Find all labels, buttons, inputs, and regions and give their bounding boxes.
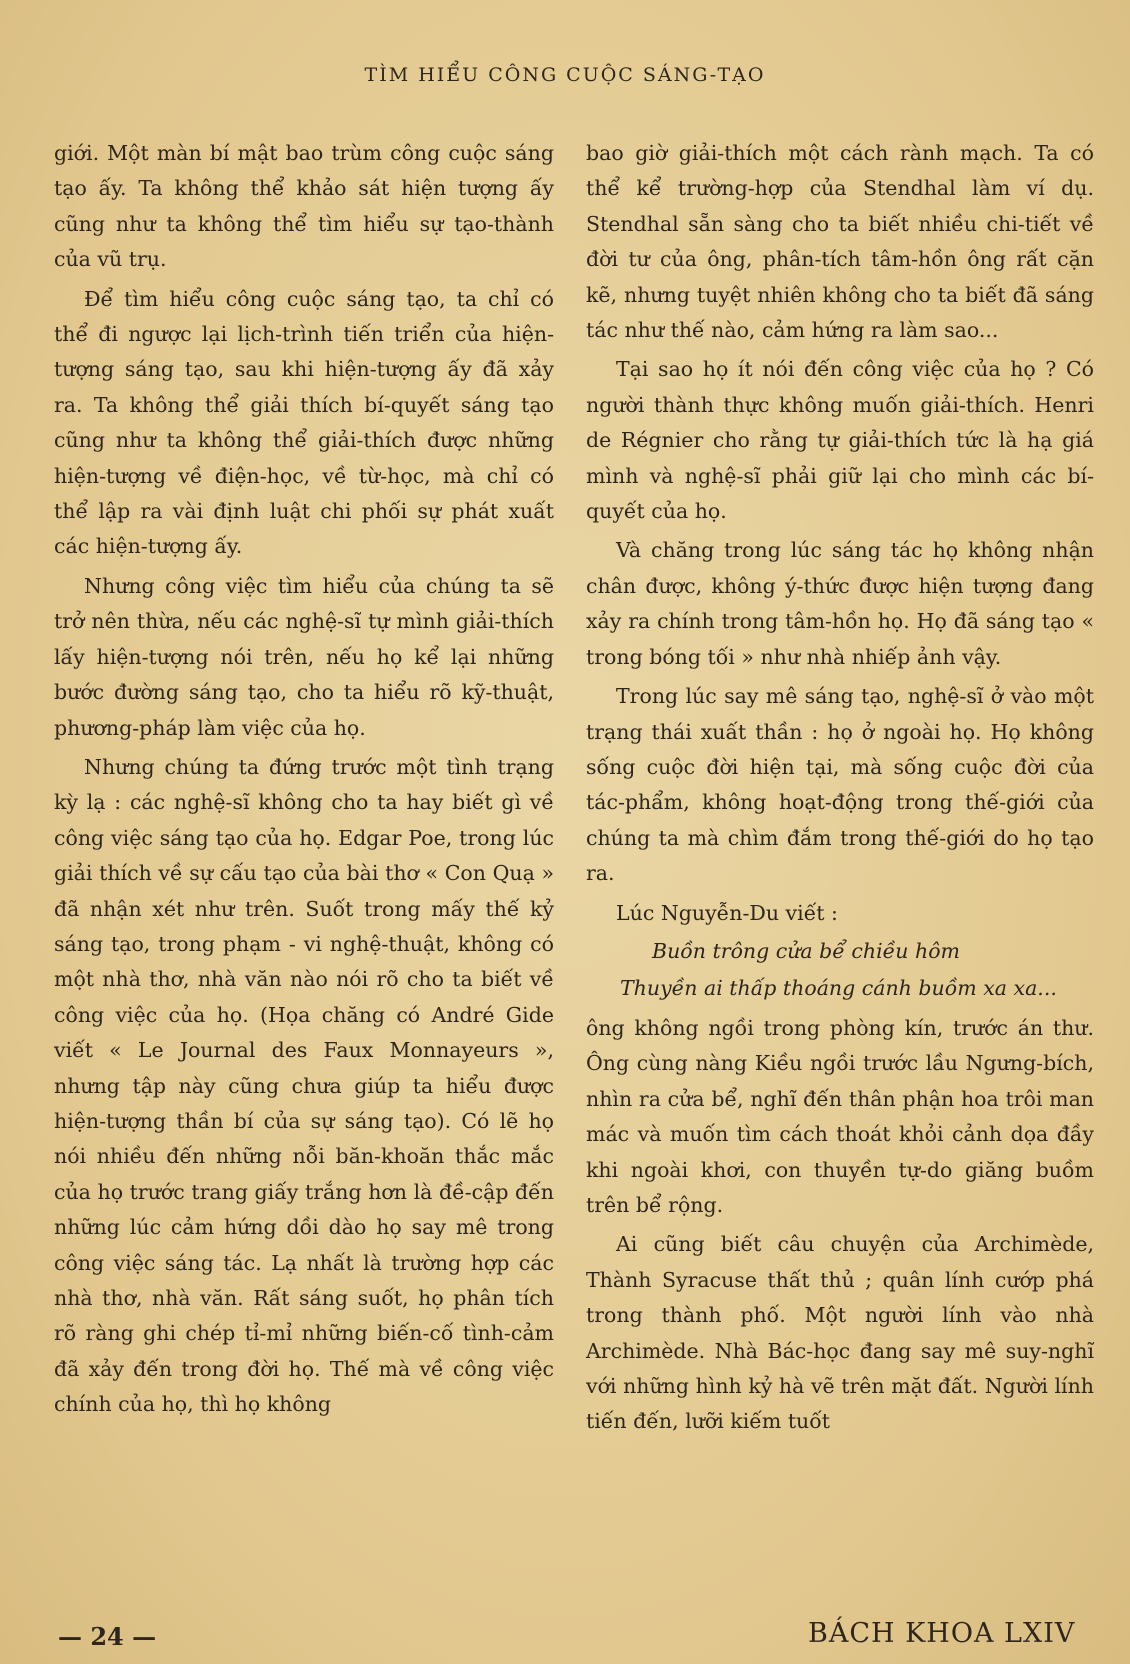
- paragraph: Trong lúc say mê sáng tạo, nghệ-sĩ ở vào một trạng thái xuất thần : họ ở ngoài họ. Họ không sống cuộc đời hiện tại, mà sống cuộc đời của tác-phẩm, không hoạt-động trong thế-giới của chúng ta mà chìm đắm trong thế-giới do họ tạo ra.: [586, 684, 1094, 886]
- paragraph: Ai cũng biết câu chuyện của Archimède, Thành Syracuse thất thủ ; quân lính cướp phá trong thành phố. Một người lính vào nhà Archimède. Nhà Bác-học đang say mê suy-nghĩ với những hình kỷ hà vẽ trên mặt đất. Người lính tiến đến, lưỡi kiếm tuốt: [586, 1232, 1094, 1434]
- running-head: TÌM HIỂU CÔNG CUỘC SÁNG-TẠO: [364, 64, 766, 86]
- verse-line: Buồn trông cửa bể chiều hôm: [652, 938, 960, 963]
- paragraph: Tại sao họ ít nói đến công việc của họ ? Có người thành thực không muốn giải-thích. Henri de Régnier cho rằng tự giải-thích tức là hạ giá mình và nghệ-sĩ phải giữ lại cho mình các bí-quyết của họ.: [586, 357, 1094, 524]
- left-column: [54, 136, 554, 1423]
- right-column: [586, 136, 1094, 1440]
- page-number: — 24 —: [58, 1622, 157, 1651]
- paragraph: Lúc Nguyễn-Du viết :: [616, 900, 838, 925]
- verse-quote: [586, 933, 1094, 1007]
- paragraph: Nhưng chúng ta đứng trước một tình trạng kỳ lạ : các nghệ-sĩ không cho ta hay biết gì về công việc sáng tạo của họ. Edgar Poe, trong lúc giải thích về sự cấu tạo của bài thơ « Con Quạ » đã nhận xét như trên. Suốt trong mấy thế kỷ sáng tạo, trong phạm - vi nghệ-thuật, không có một nhà thơ, nhà văn nào nói rõ cho ta biết về công việc của họ. (Họa chăng có André Gide viết « Le Journal des Faux Monnayeurs », nhưng tập này cũng chưa giúp ta hiểu được hiện-tượng thần bí của sự sáng tạo). Có lẽ họ nói nhiều đến những nỗi băn-khoăn thắc mắc của họ trước trang giấy trắng hơn là đề-cập đến những lúc cảm hứng dồi dào họ say mê trong công việc sáng tác. Lạ nhất là trường hợp các nhà thơ, nhà văn. Rất sáng suốt, họ phân tích rõ ràng ghi chép tỉ-mỉ những biến-cố tình-cảm đã xảy đến trong đời họ. Thế mà về công việc chính của họ, thì họ không: [54, 754, 554, 1417]
- paragraph: bao giờ giải-thích một cách rành mạch. Ta có thể kể trường-hợp của Stendhal làm ví dụ. Stendhal sẵn sàng cho ta biết nhiều chi-tiết về đời tư của ông, phân-tích tâm-hồn ông rất cặn kẽ, nhưng tuyệt nhiên không cho ta biết đã sáng tác như thế nào, cảm hứng ra làm sao...: [586, 141, 1094, 343]
- paragraph: Nhưng công việc tìm hiểu của chúng ta sẽ trở nên thừa, nếu các nghệ-sĩ tự mình giải-thích lấy hiện-tượng nói trên, nếu họ kể lại những bước đường sáng tạo, cho ta hiểu rõ kỹ-thuật, phương-pháp làm việc của họ.: [54, 573, 554, 740]
- paragraph: Để tìm hiểu công cuộc sáng tạo, ta chỉ có thể đi ngược lại lịch-trình tiến triển của hiện-tượng sáng tạo, sau khi hiện-tượng ấy đã xảy ra. Ta không thể giải thích bí-quyết sáng tạo cũng như ta không thể giải-thích được những hiện-tượng về điện-học, về từ-học, mà chỉ có thể lập ra vài định luật chi phối sự phát xuất các hiện-tượng ấy.: [54, 286, 554, 559]
- paragraph: ông không ngồi trong phòng kín, trước án thư. Ông cùng nàng Kiều ngồi trước lầu Ngưng-bích, nhìn ra cửa bể, nghĩ đến thân phận hoa trôi man mác và muốn tìm cách thoát khỏi cảnh dọa đầy khi ngoài khơi, con thuyền tự-do giăng buồm trên bể rộng.: [586, 1015, 1094, 1217]
- journal-footer: BÁCH KHOA LXIV: [808, 1618, 1076, 1649]
- paragraph: giới. Một màn bí mật bao trùm công cuộc sáng tạo ấy. Ta không thể khảo sát hiện tượng ấy cũng như ta không thể tìm hiểu sự tạo-thành của vũ trụ.: [54, 141, 554, 272]
- verse-line: Thuyền ai thấp thoáng cánh buồm xa xa...: [620, 975, 1057, 1000]
- paragraph: Và chăng trong lúc sáng tác họ không nhận chân được, không ý-thức được hiện tượng đang xảy ra chính trong tâm-hồn họ. Họ đã sáng tạo « trong bóng tối » như nhà nhiếp ảnh vậy.: [586, 538, 1094, 669]
